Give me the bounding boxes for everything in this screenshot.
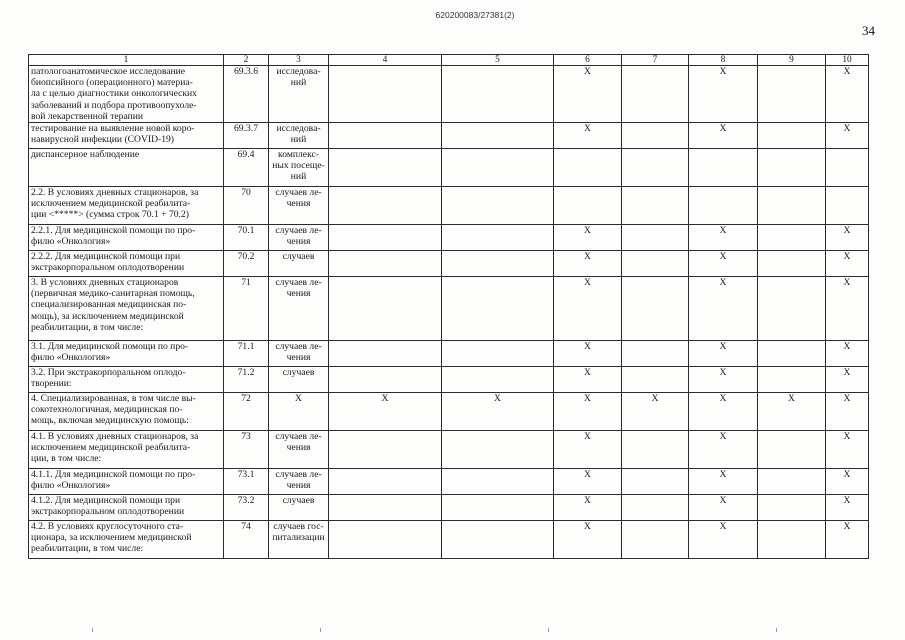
table-row — [29, 187, 869, 225]
row-value — [442, 187, 554, 225]
row-value: X — [689, 521, 758, 559]
table-row — [29, 341, 869, 367]
row-value: X — [826, 341, 869, 367]
column-header: 3 — [269, 55, 329, 66]
row-value — [826, 187, 869, 225]
row-value: X — [554, 66, 622, 123]
row-value — [622, 495, 689, 521]
row-value: X — [826, 393, 869, 431]
row-code: 71 — [224, 277, 269, 341]
row-value — [758, 66, 826, 123]
row-unit: случаев ле- чения — [269, 225, 329, 251]
row-value — [329, 66, 442, 123]
scan-edge-marks — [0, 628, 905, 640]
row-value: X — [689, 66, 758, 123]
row-label: 3. В условиях дневных стационаров (первичная медико-санитарная помощь, специализированная медицинская по- мощь), за исключением медицинской реабилитации, в том числе: — [29, 277, 224, 341]
row-value — [758, 149, 826, 187]
row-code: 69.4 — [224, 149, 269, 187]
row-value: X — [442, 393, 554, 431]
row-value: X — [826, 66, 869, 123]
header-row — [29, 55, 869, 66]
row-value: X — [554, 431, 622, 469]
row-value — [442, 66, 554, 123]
row-value: X — [826, 123, 869, 149]
row-value — [442, 149, 554, 187]
table-row — [29, 521, 869, 559]
row-value — [622, 469, 689, 495]
row-code: 71.1 — [224, 341, 269, 367]
row-value — [329, 431, 442, 469]
table-row — [29, 367, 869, 393]
scan-mark — [92, 628, 93, 632]
row-value: X — [689, 393, 758, 431]
row-value: X — [689, 225, 758, 251]
row-value — [442, 521, 554, 559]
row-value — [622, 66, 689, 123]
row-value — [758, 341, 826, 367]
row-value — [758, 521, 826, 559]
row-value — [622, 367, 689, 393]
table-body — [29, 66, 869, 559]
row-value — [329, 521, 442, 559]
row-value — [622, 341, 689, 367]
row-value — [442, 251, 554, 277]
row-unit: случаев — [269, 495, 329, 521]
row-value — [622, 431, 689, 469]
row-value — [329, 367, 442, 393]
row-code: 73.1 — [224, 469, 269, 495]
column-header: 7 — [622, 55, 689, 66]
row-label: диспансерное наблюдение — [29, 149, 224, 187]
row-unit: случаев ле- чения — [269, 277, 329, 341]
row-value — [329, 123, 442, 149]
row-value: X — [689, 469, 758, 495]
table-row — [29, 495, 869, 521]
row-value — [329, 251, 442, 277]
row-value: X — [689, 277, 758, 341]
row-value — [758, 225, 826, 251]
row-code: 74 — [224, 521, 269, 559]
row-label: 2.2. В условиях дневных стационаров, за исключением медицинской реабилита- ции <*****> (сумма строк 70.1 + 70.2) — [29, 187, 224, 225]
row-unit: случаев ле- чения — [269, 341, 329, 367]
row-value — [554, 149, 622, 187]
row-unit: случаев ле- чения — [269, 469, 329, 495]
row-value: X — [689, 431, 758, 469]
row-label: патологоанатомическое исследование биопсийного (операционного) материа- ла с целью диагностики онкологических заболеваний и подбора противоопухоле- вой лекарственной терапии — [29, 66, 224, 123]
row-value: X — [554, 277, 622, 341]
row-value — [442, 225, 554, 251]
row-unit: случаев ле- чения — [269, 431, 329, 469]
row-value — [329, 469, 442, 495]
scan-mark — [776, 628, 777, 632]
row-unit: случаев — [269, 251, 329, 277]
column-header: 8 — [689, 55, 758, 66]
row-code: 73.2 — [224, 495, 269, 521]
row-unit: X — [269, 393, 329, 431]
row-value — [758, 187, 826, 225]
row-value — [758, 431, 826, 469]
row-value — [826, 149, 869, 187]
row-value: X — [689, 341, 758, 367]
data-table — [28, 54, 869, 559]
row-value — [442, 341, 554, 367]
row-code: 71.2 — [224, 367, 269, 393]
row-value — [622, 521, 689, 559]
column-header: 10 — [826, 55, 869, 66]
row-label: 4.1. В условиях дневных стационаров, за исключением медицинской реабилита- ции, в том числе: — [29, 431, 224, 469]
row-value — [442, 431, 554, 469]
row-value: X — [826, 521, 869, 559]
row-label: 3.1. Для медицинской помощи по про- филю «Онкология» — [29, 341, 224, 367]
row-label: 2.2.1. Для медицинской помощи по про- филю «Онкология» — [29, 225, 224, 251]
row-value — [758, 367, 826, 393]
row-label: 4.1.1. Для медицинской помощи по про- филю «Онкология» — [29, 469, 224, 495]
row-unit: исследова- ний — [269, 123, 329, 149]
table-row — [29, 469, 869, 495]
row-value: X — [554, 495, 622, 521]
row-value — [442, 123, 554, 149]
row-unit: случаев гос- питализации — [269, 521, 329, 559]
row-value — [329, 341, 442, 367]
table-row — [29, 393, 869, 431]
column-header: 6 — [554, 55, 622, 66]
scan-mark — [320, 628, 321, 632]
row-value: X — [554, 469, 622, 495]
row-value: X — [826, 225, 869, 251]
row-label: 3.2. При экстракорпоральном оплодо- творении: — [29, 367, 224, 393]
table-row — [29, 431, 869, 469]
row-value: X — [689, 123, 758, 149]
row-value — [442, 495, 554, 521]
row-value: X — [554, 367, 622, 393]
row-code: 69.3.7 — [224, 123, 269, 149]
row-value — [329, 187, 442, 225]
row-unit: исследова- ний — [269, 66, 329, 123]
row-value: X — [826, 367, 869, 393]
row-code: 70 — [224, 187, 269, 225]
row-value — [442, 469, 554, 495]
row-value — [622, 149, 689, 187]
row-unit: случаев — [269, 367, 329, 393]
row-value — [758, 277, 826, 341]
row-value: X — [689, 367, 758, 393]
table-row — [29, 149, 869, 187]
row-value — [554, 187, 622, 225]
row-value: X — [689, 251, 758, 277]
page-number: 34 — [862, 23, 875, 38]
row-value: X — [554, 225, 622, 251]
row-value: X — [826, 251, 869, 277]
row-value: X — [554, 251, 622, 277]
row-code: 70.1 — [224, 225, 269, 251]
row-value — [758, 495, 826, 521]
row-value — [622, 277, 689, 341]
column-header: 5 — [442, 55, 554, 66]
row-value — [442, 277, 554, 341]
row-value — [758, 251, 826, 277]
row-value — [622, 225, 689, 251]
scan-mark — [548, 628, 549, 632]
table-row — [29, 277, 869, 341]
row-value: X — [554, 521, 622, 559]
row-value: X — [554, 123, 622, 149]
row-value: X — [554, 393, 622, 431]
column-header: 9 — [758, 55, 826, 66]
row-value — [622, 187, 689, 225]
row-label: 4.2. В условиях круглосуточного ста- ционара, за исключением медицинской реабилитации, в том числе: — [29, 521, 224, 559]
row-value — [622, 123, 689, 149]
column-header: 1 — [29, 55, 224, 66]
row-unit: комплекс- ных посеще- ний — [269, 149, 329, 187]
row-value — [329, 495, 442, 521]
row-value — [329, 277, 442, 341]
row-value — [758, 123, 826, 149]
row-value: X — [622, 393, 689, 431]
row-label: 4.1.2. Для медицинской помощи при экстракорпоральном оплодотворении — [29, 495, 224, 521]
row-value: X — [758, 393, 826, 431]
row-code: 73 — [224, 431, 269, 469]
row-label: тестирование на выявление новой коро- навирусной инфекции (COVID-19) — [29, 123, 224, 149]
table-row — [29, 251, 869, 277]
row-value — [689, 149, 758, 187]
row-value: X — [689, 495, 758, 521]
row-value: X — [329, 393, 442, 431]
table-row — [29, 225, 869, 251]
row-label: 4. Специализированная, в том числе вы- сокотехнологичная, медицинская по- мощь, включая медицинскую помощь: — [29, 393, 224, 431]
row-value — [758, 469, 826, 495]
column-header: 4 — [329, 55, 442, 66]
row-unit: случаев ле- чения — [269, 187, 329, 225]
row-value — [622, 251, 689, 277]
row-value — [689, 187, 758, 225]
row-value: X — [826, 431, 869, 469]
row-code: 72 — [224, 393, 269, 431]
table-row — [29, 123, 869, 149]
row-value: X — [826, 277, 869, 341]
row-value: X — [826, 495, 869, 521]
row-label: 2.2.2. Для медицинской помощи при экстракорпоральном оплодотворении — [29, 251, 224, 277]
row-value — [442, 367, 554, 393]
column-header: 2 — [224, 55, 269, 66]
row-value: X — [826, 469, 869, 495]
row-value — [329, 225, 442, 251]
row-code: 69.3.6 — [224, 66, 269, 123]
row-value — [329, 149, 442, 187]
row-code: 70.2 — [224, 251, 269, 277]
row-value: X — [554, 341, 622, 367]
table-row — [29, 66, 869, 123]
document-id: 620200083/27381(2) — [435, 10, 515, 20]
